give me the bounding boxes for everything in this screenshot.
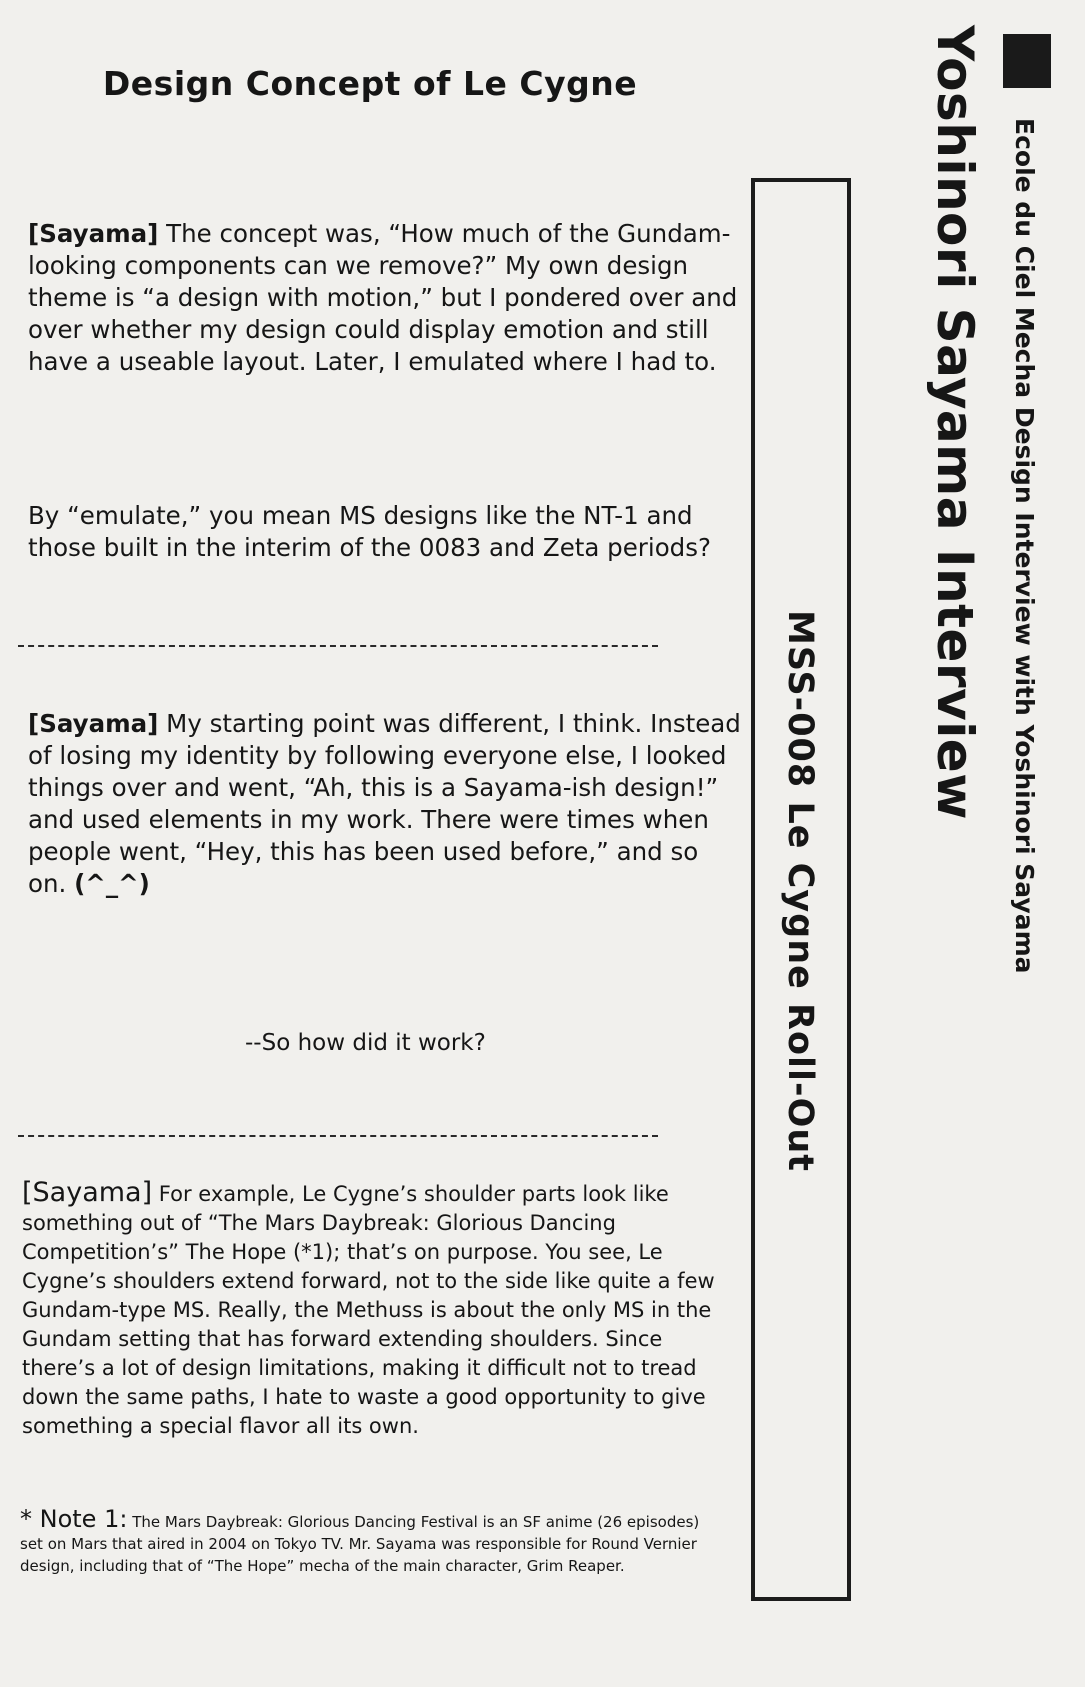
- black-square-marker: [1003, 34, 1051, 88]
- question-paragraph-1: By “emulate,” you mean MS designs like the NT-1 and those built in the interim of the 0083 and Zeta periods?: [28, 501, 711, 562]
- answer-text: My starting point was different, I think. Instead of losing my identity by following everyone else, I looked things over and went, “Ah, this is a Sayama-ish design!” and used elements in my work. There were times when people went, “Hey, this has been used before,” and so on.: [28, 709, 741, 898]
- answer-paragraph-3: [22, 1178, 722, 1441]
- footnote-text: The Mars Daybreak: Glorious Dancing Festival is an SF anime (26 episodes) set on Mars that aired in 2004 on Tokyo TV. Mr. Sayama was responsible for Round Vernier design, including that of “The Hope” mecha of the main character, Grim Reaper.: [20, 1513, 700, 1575]
- dashed-divider: [18, 1135, 658, 1137]
- interview-subtitle: Ecole du Ciel Mecha Design Interview with Yoshinori Sayama: [1010, 118, 1039, 974]
- dashed-divider: [18, 645, 658, 647]
- answer-paragraph-2: [28, 708, 743, 900]
- question-paragraph-2: --So how did it work?: [245, 1030, 486, 1056]
- speaker-label: [Sayama]: [28, 709, 159, 738]
- rollout-heading: MSS-008 Le Cygne Roll-Out: [780, 610, 820, 1172]
- speaker-label: [Sayama]: [28, 219, 159, 248]
- page-title: Design Concept of Le Cygne: [102, 64, 638, 103]
- answer-paragraph-1: [28, 218, 743, 378]
- speaker-label: [Sayama]: [22, 1177, 153, 1208]
- footnote-label: * Note 1:: [20, 1505, 128, 1533]
- footnote: [20, 1505, 720, 1577]
- interview-main-title: Yoshinori Sayama Interview: [926, 25, 984, 820]
- emoticon: (^_^): [74, 869, 150, 898]
- answer-text: For example, Le Cygne’s shoulder parts look like something out of “The Mars Daybreak: Glorious Dancing Competition’s” The Hope (*1); that’s on purpose. You see, Le Cygne’s shoulders extend forward, not to the side like quite a few Gundam-type MS. Really, the Methuss is about the only MS in the Gundam setting that has forward extending shoulders. Since there’s a lot of design limitations, making it difficult not to tread down the same paths, I hate to waste a good opportunity to give something a special flavor all its own.: [22, 1182, 715, 1438]
- answer-text: The concept was, “How much of the Gundam-looking components can we remove?” My own design theme is “a design with motion,” but I pondered over and over whether my design could display emotion and still have a useable layout. Later, I emulated where I had to.: [28, 219, 738, 376]
